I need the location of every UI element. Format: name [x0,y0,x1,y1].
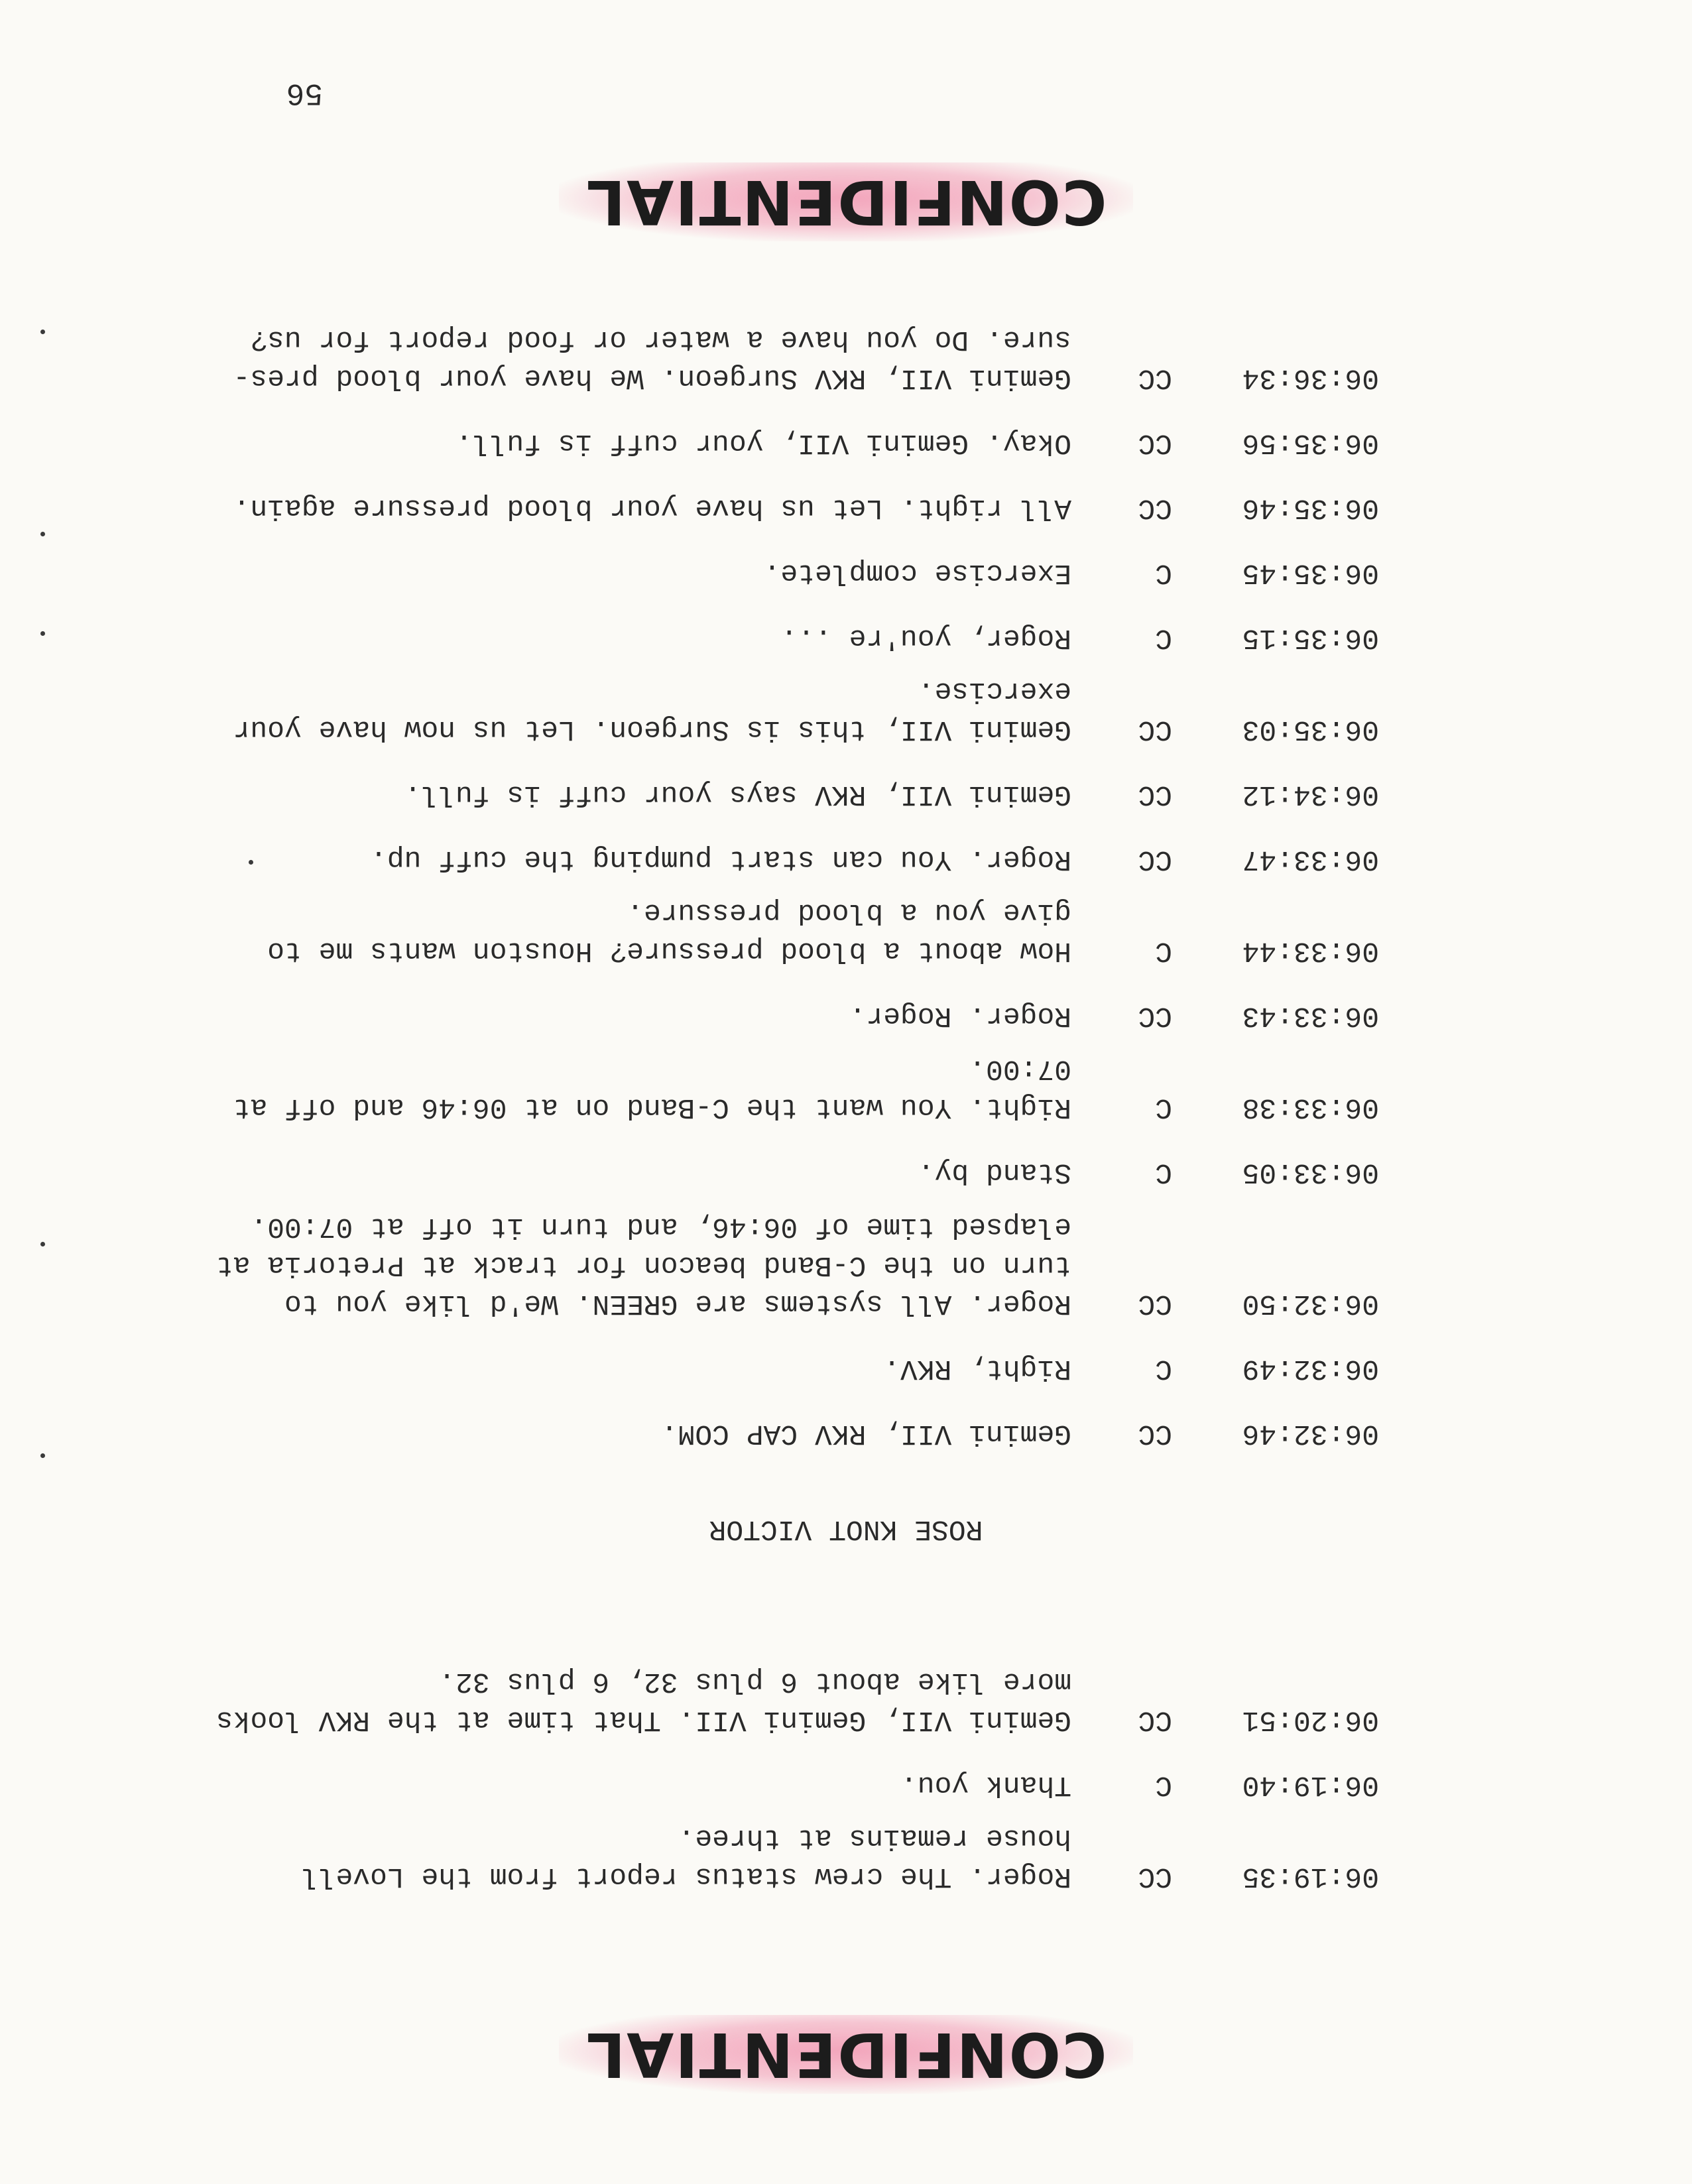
confidential-stamp-top [0,2015,1692,2094]
entry-time: 06:20:51 [1242,1704,1379,1736]
page-number: 56 [286,76,323,110]
entry-line: Exercise complete. [763,557,1071,589]
entry-speaker: C [1155,1769,1172,1801]
entry-speaker: CC [1138,1418,1172,1450]
entry-line: sure. Do you have a water or food report for us? [250,324,1071,356]
entry-speaker: C [1155,935,1172,967]
punch-mark [40,1453,45,1458]
entry-line: All right. Let us have your blood pressure again. [233,492,1071,524]
entry-text [233,489,1071,527]
entry-text [267,893,1071,970]
entry-time: 06:32:50 [1242,1288,1379,1320]
entry-line: Roger. Roger. [849,1000,1071,1032]
entry-time: 06:32:49 [1242,1353,1379,1385]
entry-line: Gemini VII, Gemini VII. That time at the RKV looks [215,1704,1071,1736]
entry-line: Thank you. [900,1769,1071,1801]
entry-speaker: CC [1138,1000,1172,1032]
entry-line: exercise. [917,675,1071,707]
entry-text [216,1662,1071,1739]
entry-speaker: C [1155,1091,1172,1124]
entry-time: 06:19:40 [1242,1769,1379,1801]
entry-text [661,1414,1071,1453]
punch-mark [40,1242,45,1246]
confidential-stamp-text: CONFIDENTIAL [559,2015,1134,2094]
entry-time: 06:33:05 [1242,1156,1379,1189]
entry-speaker: CC [1138,1860,1172,1893]
entry-speaker: CC [1138,1288,1172,1320]
entry-time: 06:33:38 [1242,1091,1379,1124]
punch-mark [40,532,45,536]
entry-line: Roger. All systems are GREEN. We'd like you to [284,1288,1071,1320]
entry-time: 06:35:46 [1242,492,1379,524]
entry-time: 06:33:43 [1242,1000,1379,1032]
entry-text [780,619,1071,657]
entry-time: 06:33:44 [1242,935,1379,967]
entry-line: Right, RKV. [883,1353,1071,1385]
entry-line: Gemini VII, RKV CAP COM. [660,1418,1071,1450]
punch-mark [40,330,45,334]
entry-line: Roger, you're ... [780,622,1071,654]
entry-time: 06:33:47 [1242,843,1379,876]
section-heading: ROSE KNOT VICTOR [709,1513,983,1546]
entry-line: Roger. The crew status report from the Lovell [301,1860,1071,1893]
punch-mark [249,860,253,865]
entry-text [455,424,1071,462]
confidential-stamp-text: CONFIDENTIAL [559,162,1134,241]
entry-line: Roger. You can start pumping the cuff up. [370,843,1071,876]
entry-text [233,1050,1071,1126]
entry-time: 06:32:46 [1242,1418,1379,1450]
entry-speaker: CC [1138,843,1172,876]
entry-line: How about a blood pressure? Houston wants me to [267,935,1071,967]
entry-text [883,1349,1071,1388]
entry-line: Okay. Gemini VII, your cuff is full. [455,427,1071,459]
entry-speaker: CC [1138,713,1172,746]
confidential-stamp-bottom [0,162,1692,241]
entry-text [900,1766,1071,1804]
entry-line: more like about 6 plus 32, 6 plus 32. [438,1666,1071,1698]
entry-line: Gemini VII, this is Surgeon. Let us now have your [233,713,1071,746]
entry-line: turn on the C-Band beacon for track at Pretoria at [215,1249,1071,1282]
entry-speaker: C [1155,1353,1172,1385]
entry-line: Gemini VII, RKV says your cuff is full. [404,778,1071,811]
entry-speaker: CC [1138,778,1172,811]
entry-text [302,1819,1071,1896]
entry-line: elapsed time of 06:46, and turn it off at 07:00. [250,1211,1071,1243]
entry-text [849,997,1071,1035]
entry-text [370,840,1071,879]
entry-time: 06:19:35 [1242,1860,1379,1893]
entry-speaker: C [1155,622,1172,654]
entry-time: 06:35:45 [1242,557,1379,589]
entry-text [918,1153,1071,1191]
entry-text [216,1207,1071,1323]
entry-line: Gemini VII, RKV Surgeon. We have your blood pres- [233,362,1071,394]
entry-line: 07:00. [969,1053,1071,1085]
entry-time: 06:36:34 [1242,362,1379,394]
entry-time: 06:35:03 [1242,713,1379,746]
entry-text [233,672,1071,749]
entry-text [764,554,1071,592]
entry-line: Stand by. [917,1156,1071,1189]
entry-speaker: CC [1138,1704,1172,1736]
entry-speaker: CC [1138,492,1172,524]
entry-text [233,320,1071,397]
entry-line: house remains at three. [678,1822,1071,1854]
entry-speaker: CC [1138,362,1172,394]
entry-time: 06:35:56 [1242,427,1379,459]
entry-text [404,775,1071,814]
entry-line: Right. You want the C-Band on at 06:46 and off at [233,1091,1071,1124]
entry-time: 06:34:12 [1242,778,1379,811]
entry-speaker: C [1155,1156,1172,1189]
entry-time: 06:35:15 [1242,622,1379,654]
entry-speaker: C [1155,557,1172,589]
entry-line: give you a blood pressure. [627,896,1071,929]
punch-mark [40,631,45,636]
entry-speaker: CC [1138,427,1172,459]
